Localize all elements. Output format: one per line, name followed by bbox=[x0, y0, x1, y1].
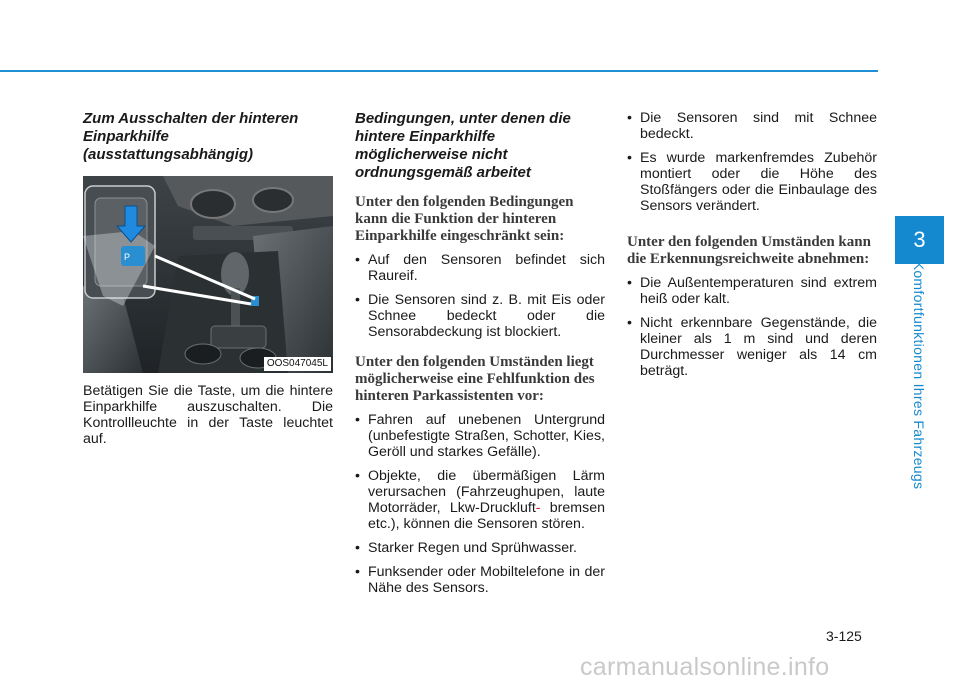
list-item: • Funksender oder Mobiltelefone in der Nähe des Sensors. bbox=[355, 564, 605, 596]
section-heading-disable-parking-assist: Zum Ausschalten der hinteren Einparkhilfe (ausstattungsabhängig) bbox=[83, 110, 299, 163]
range-reduction-list bbox=[627, 275, 877, 379]
page-number: 3-125 bbox=[826, 628, 862, 644]
list-item-text-cont: bremsen etc.), können die Sensoren stören. bbox=[368, 500, 605, 532]
figure-code: OOS047045L bbox=[264, 357, 331, 371]
instruction-paragraph: Betätigen Sie die Taste, um die hintere Einparkhilfe auszuschalten. Die Kontrollleuchte in der Taste leuchtet auf. bbox=[83, 383, 333, 447]
watermark: carmanualsonline.info bbox=[580, 653, 830, 681]
chapter-title-vertical: Komfortfunktionen Ihres Fahrzeugs bbox=[911, 260, 927, 490]
svg-text:P: P bbox=[124, 252, 131, 262]
chapter-number-badge bbox=[895, 216, 944, 264]
list-item: • Die Sensoren sind z. B. mit Eis oder Schnee bedeckt oder die Sensorabdeckung ist blockiert. bbox=[355, 292, 605, 340]
list-item: • Starker Regen und Sprühwasser. bbox=[355, 540, 605, 556]
hyphen-mark: - bbox=[535, 500, 541, 516]
list-item: • Fahren auf unebenen Untergrund (unbefestigte Straßen, Schotter, Kies, Geröll und starkes Gefälle). bbox=[355, 412, 605, 460]
list-item: • Die Außentemperaturen sind extrem heiß oder kalt. bbox=[627, 275, 877, 307]
chapter-number: 3 bbox=[913, 227, 926, 252]
subheading-limited-function: Unter den folgenden Bedingungen kann die Funktion der hinteren Einparkhilfe eingeschränkt sein: bbox=[355, 194, 574, 244]
subheading-malfunction: Unter den folgenden Umständen liegt möglicherweise eine Fehlfunktion des hinteren Parkassistenten vor: bbox=[355, 354, 595, 404]
center-console-illustration bbox=[83, 176, 333, 373]
list-item: • Nicht erkennbare Gegenstände, die kleiner als 1 m sind und deren Durchmesser weniger als 14 cm beträgt. bbox=[627, 315, 877, 379]
list-item: • Die Sensoren sind mit Schnee bedeckt. bbox=[627, 110, 877, 142]
list-item: • Es wurde markenfremdes Zubehör montiert oder die Höhe des Stoßfängers oder die Einbaulage des Sensors verändert. bbox=[627, 150, 877, 214]
column-left bbox=[83, 110, 333, 447]
column-middle bbox=[355, 110, 605, 610]
limited-function-list bbox=[355, 252, 605, 340]
malfunction-list bbox=[355, 412, 605, 596]
section-heading-conditions: Bedingungen, unter denen die hintere Einparkhilfe möglicherweise nicht ordnungsgemäß arbeitet bbox=[355, 110, 571, 181]
list-item bbox=[355, 468, 605, 532]
subheading-range-reduction: Unter den folgenden Umständen kann die Erkennungsreichweite abnehmen: bbox=[627, 234, 871, 267]
list-item: • Auf den Sensoren befindet sich Raureif. bbox=[355, 252, 605, 284]
center-console-figure bbox=[83, 176, 333, 373]
list-item-text: Objekte, die übermäßigen Lärm verursachen (Fahrzeughupen, laute Motorräder, Lkw-Druckluft bbox=[368, 468, 605, 516]
header-rule bbox=[0, 70, 878, 72]
sensor-conditions-list bbox=[627, 110, 877, 214]
column-right bbox=[627, 110, 877, 393]
